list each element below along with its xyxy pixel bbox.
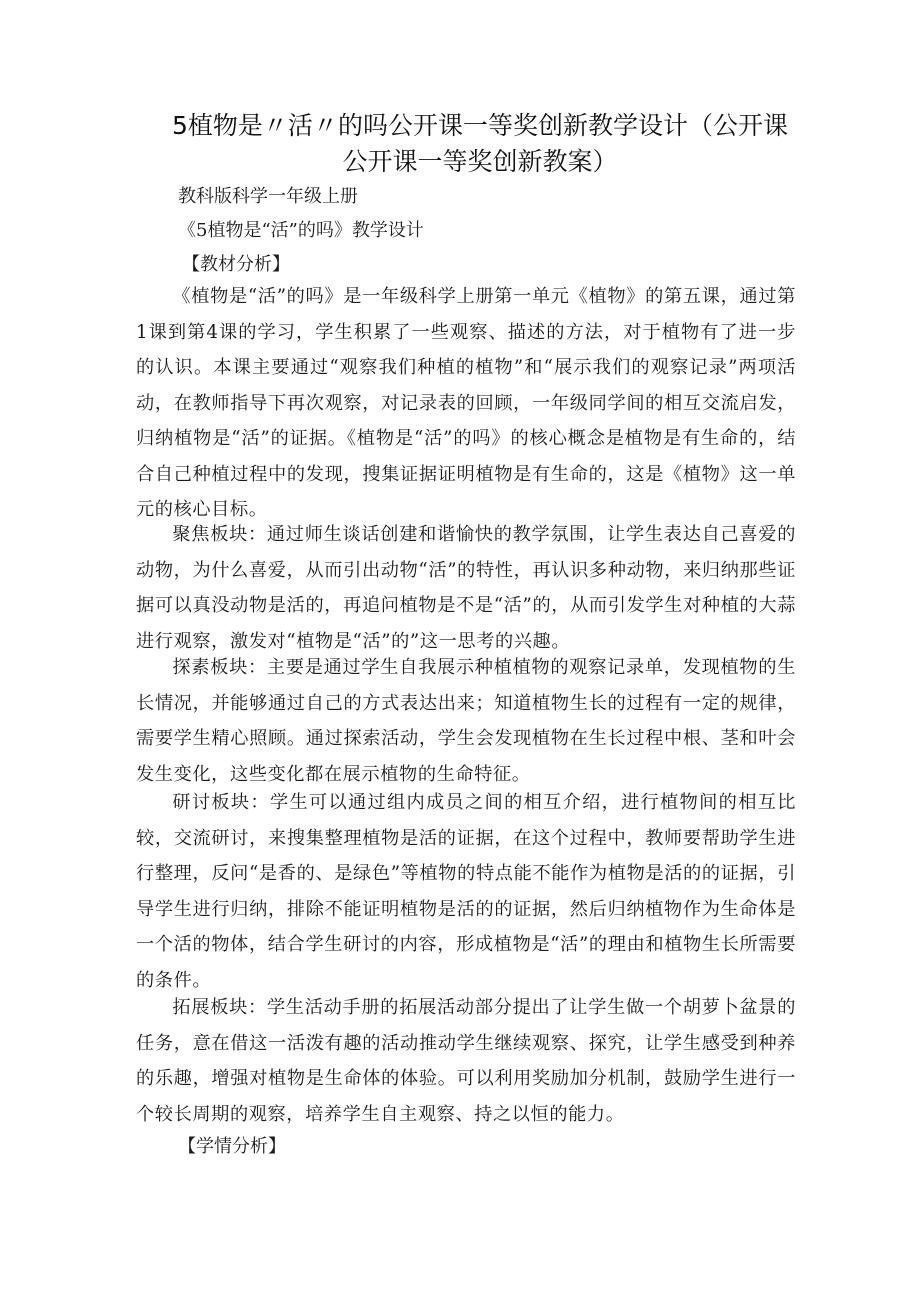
grade-subtitle: 教科版科学一年级上册 xyxy=(178,186,358,207)
lesson-subtitle: 《5植物是“活”的吗》教学设计 xyxy=(178,220,424,241)
paragraph-material-analysis: 《植物是“活”的吗》是一年级科学上册第一单元《植物》的第五课，通过第1课到第4课的学习，学生积累了一些观察、描述的方法，对于植物有了进一步的认识。本课主要通过“观察我们种植的植物”和“展示我们的观察记录”两项活动，在教师指导下再次观察，对记录表的回顾，一年级同学间的相互交流启发，归纳植物是“活”的证据。《植物是“活”的吗》的核心概念是植物是有生命的，结合自己种植过程中的发现，搜集证据证明植物是有生命的，这是《植物》这一单元的核心目标。 xyxy=(136,286,796,520)
paragraph-explore-block: 探素板块：主要是通过学生自我展示种植植物的观察记录单，发现植物的生长情况，并能够通过自己的方式表达出来；知道植物生长的过程有一定的规律，需要学生精心照顾。通过探索活动，学生会发现植物在生长过程中根、茎和叶会发生变化，这些变化都在展示植物的生命特征。 xyxy=(136,657,796,785)
paragraph-focus-block: 聚焦板块：通过师生谈话创建和谐愉快的教学氛围，让学生表达自己喜爱的动物，为什么喜爱，从而引出动物“活”的特性，再认识多种动物，来归纳那些证据可以真没动物是活的，再追问植物是不是“活”的，从而引发学生对种植的大蒜进行观察，激发对“植物是“活”的”这一思考的兴趣。 xyxy=(136,524,796,652)
paragraph-extension-block: 拓展板块：学生活动手册的拓展活动部分提出了让学生做一个胡萝卜盆景的任务，意在借这一活泼有趣的活动推动学生继续观察、探究，让学生感受到种养的乐趣，增强对植物是生命体的体验。可以利用奖励加分机制，鼓励学生进行一个较长周期的观察，培养学生自主观察、持之以恒的能力。 xyxy=(136,997,796,1125)
section-heading-material-analysis: 【教材分析】 xyxy=(182,254,290,275)
section-heading-student-analysis: 【学情分析】 xyxy=(178,1136,286,1157)
paragraph-discussion-block: 研讨板块：学生可以通过组内成员之间的相互介绍，进行植物间的相互比较，交流研讨，来搜集整理植物是活的证据，在这个过程中，教师要帮助学生进行整理，反问“是香的、是绿色”等植物的特点能不能作为植物是活的的证据，引导学生进行归纳，排除不能证明植物是活的的证据，然后归纳植物作为生命体是一个活的物体，结合学生研讨的内容，形成植物是“活”的理由和植物生长所需要的条件。 xyxy=(136,792,796,991)
document-title: 5植物是〃活〃的吗公开课一等奖创新教学设计（公开课公开课一等奖创新教案） xyxy=(172,111,788,176)
